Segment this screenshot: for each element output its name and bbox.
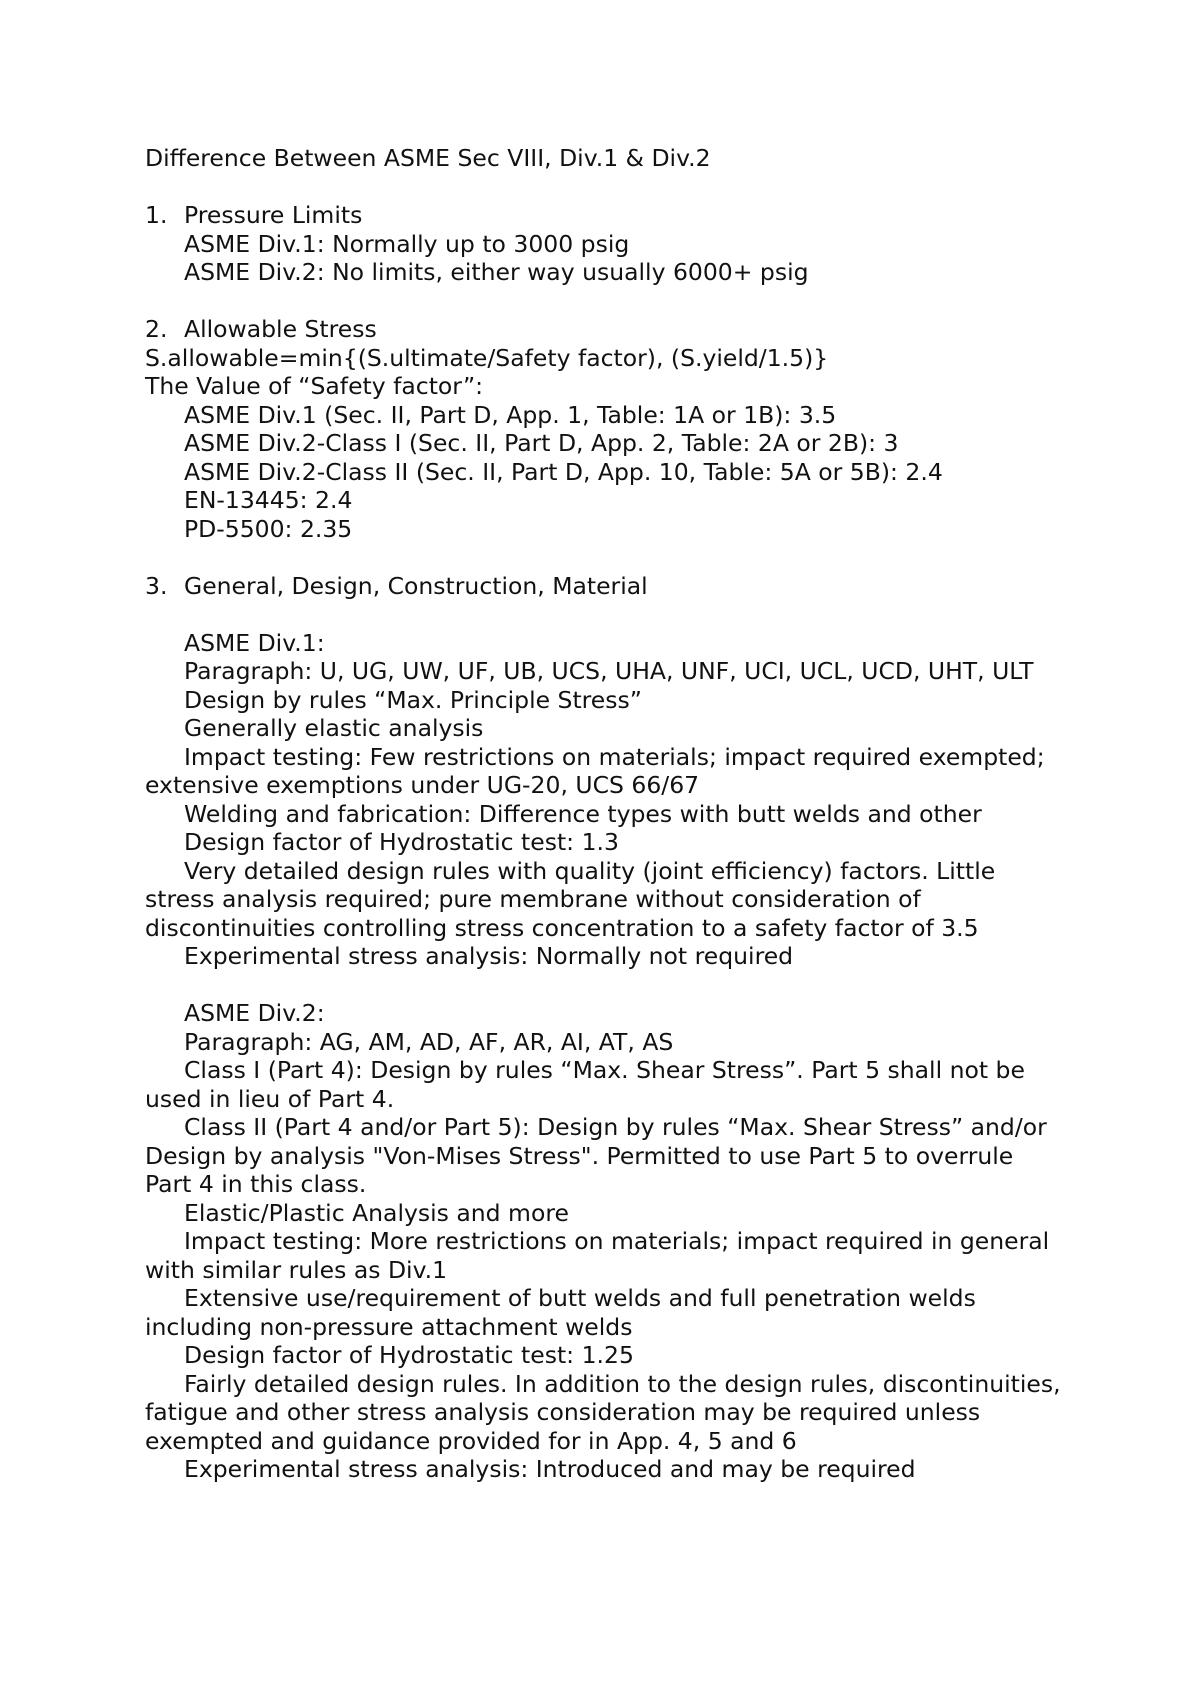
div1-paragraph: Design by rules “Max. Principle Stress” [184, 685, 642, 714]
div1-paragraph: Welding and fabrication: Difference types with butt welds and other [184, 799, 982, 828]
spacer [145, 543, 1065, 572]
section-1-line: ASME Div.1: Normally up to 3000 psig [184, 229, 630, 258]
safety-factor-intro: The Value of “Safety factor”: [145, 372, 484, 400]
section-1-heading [145, 201, 1065, 230]
section-2-heading [145, 315, 1065, 344]
div1-paragraph: Paragraph: U, UG, UW, UF, UB, UCS, UHA, UNF, UCI, UCL, UCD, UHT, ULT [184, 657, 1034, 685]
safety-factor-line: EN-13445: 2.4 [184, 486, 353, 514]
div1-paragraph: Experimental stress analysis: Normally not required [184, 942, 794, 970]
spacer [145, 173, 1065, 202]
div2-paragraph: Experimental stress analysis: Introduced and may be required [184, 1455, 916, 1483]
safety-factor-line: ASME Div.2-Class I (Sec. II, Part D, App. 2, Table: 2A or 2B): 3 [184, 429, 899, 457]
spacer [145, 600, 1065, 629]
div1-paragraph: Generally elastic analysis [184, 714, 484, 742]
document-title: Difference Between ASME Sec VIII, Div.1 & Div.2 [145, 144, 711, 172]
div2-paragraph: Paragraph: AG, AM, AD, AF, AR, AI, AT, AS [184, 1027, 674, 1056]
div2-paragraph: Impact testing: More restrictions on materials; impact required in general with similar rules as Div.1 [145, 1227, 1050, 1284]
spacer [145, 971, 1065, 1000]
safety-factor-line: ASME Div.1 (Sec. II, Part D, App. 1, Table: 1A or 1B): 3.5 [184, 400, 837, 429]
div2-paragraph: Elastic/Plastic Analysis and more [184, 1198, 569, 1227]
div2-paragraph: Class I (Part 4): Design by rules “Max. Shear Stress”. Part 5 shall not be used in lieu of Part 4. [145, 1056, 1025, 1113]
div2-paragraph: Class II (Part 4 and/or Part 5): Design by rules “Max. Shear Stress” and/or Design by analysis "Von-Mises Stress". Permitted to use Part 5 to overrule Part 4 in this class. [145, 1113, 1047, 1198]
section-3-title: General, Design, Construction, Material [184, 571, 648, 600]
section-3-number: 3. [145, 571, 168, 600]
section-2-number: 2. [145, 315, 168, 343]
div2-paragraph: Fairly detailed design rules. In addition to the design rules, discontinuities, fatigue and other stress analysis consideration may be required unless exempted and guidance provided for in App. 4, 5 and 6 [145, 1369, 1061, 1455]
div1-paragraph: Very detailed design rules with quality (joint efficiency) factors. Little stress analysis required; pure membrane without consideration of discontinuities controlling stress concentration to a safety factor of 3.5 [145, 856, 996, 942]
safety-factor-line: PD-5500: 2.35 [184, 514, 353, 543]
div1-paragraph: Impact testing: Few restrictions on materials; impact required exempted; extensive exemptions under UG-20, UCS 66/67 [145, 742, 1045, 799]
div1-heading: ASME Div.1: [184, 628, 325, 657]
safety-factor-line: ASME Div.2-Class II (Sec. II, Part D, App. 10, Table: 5A or 5B): 2.4 [184, 457, 943, 486]
section-1-number: 1. [145, 201, 168, 229]
spacer [145, 287, 1065, 316]
section-2-title: Allowable Stress [184, 315, 377, 343]
div2-paragraph: Design factor of Hydrostatic test: 1.25 [184, 1341, 634, 1369]
div2-heading: ASME Div.2: [184, 999, 325, 1027]
document-body [145, 144, 1065, 1484]
allowable-stress-formula: S.allowable=min{(S.ultimate/Safety factor), (S.yield/1.5)} [145, 343, 829, 372]
section-1-title: Pressure Limits [184, 201, 363, 229]
div1-paragraph: Design factor of Hydrostatic test: 1.3 [184, 828, 619, 856]
section-3-heading [145, 572, 1065, 601]
div2-paragraph: Extensive use/requirement of butt welds and full penetration welds including non-pressure attachment welds [145, 1284, 976, 1341]
section-1-line: ASME Div.2: No limits, either way usually 6000+ psig [184, 258, 809, 286]
